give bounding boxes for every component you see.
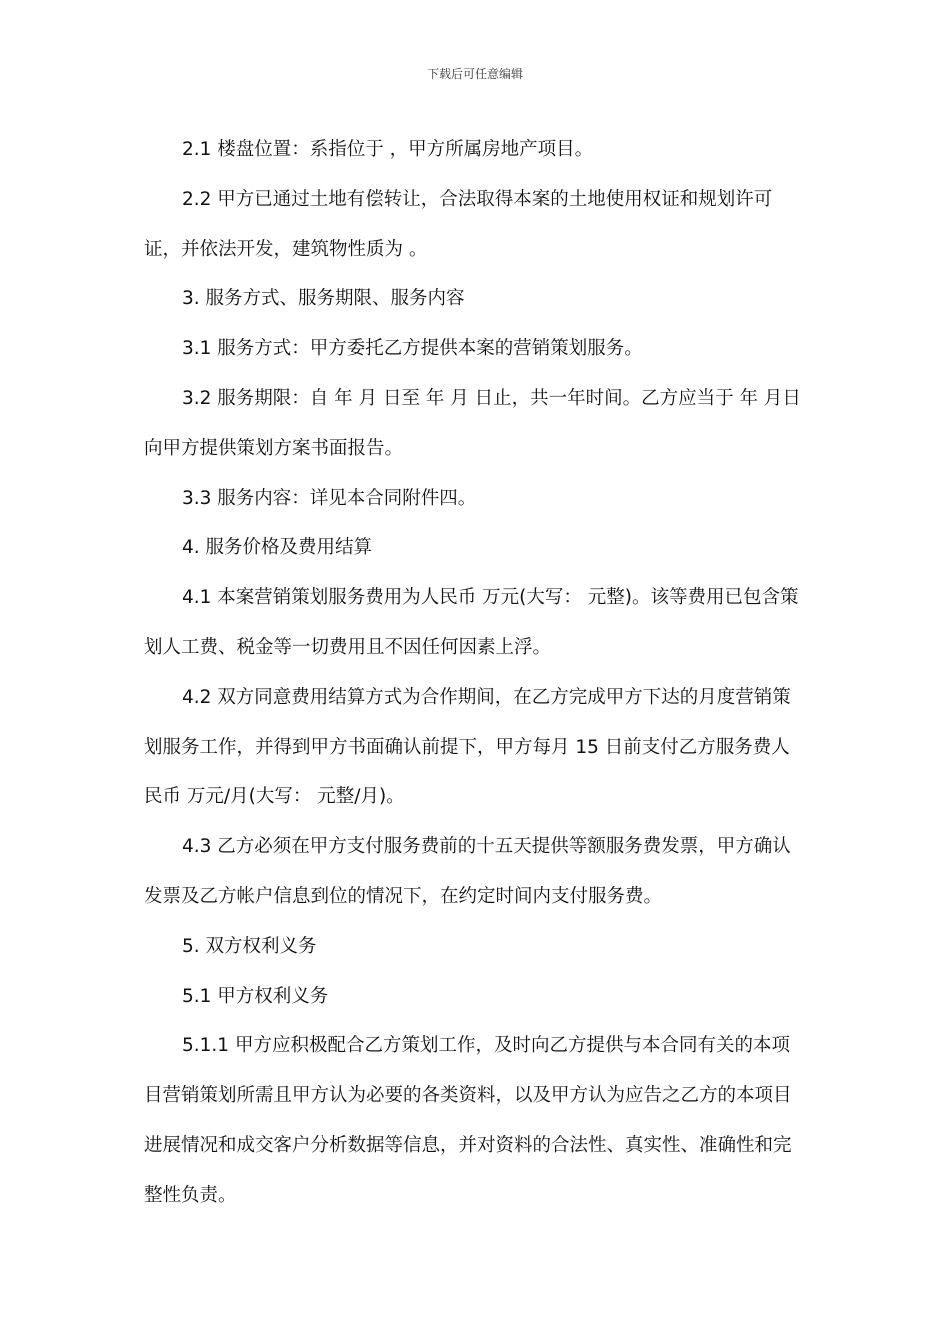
paragraph-3-3: 3.3 服务内容：详见本合同附件四。	[182, 487, 477, 509]
paragraph-4-1: 4.1 本案营销策划服务费用为人民币 万元(大写： 元整)。该等费用已包含策划人工费、税金等一切费用且不因任何因素上浮。	[144, 587, 799, 658]
header-note: 下载后可任意编辑	[426, 67, 523, 81]
section-heading-3: 3. 服务方式、服务期限、服务内容	[182, 288, 465, 310]
paragraph-3-1: 3.1 服务方式：甲方委托乙方提供本案的营销策划服务。	[182, 338, 643, 360]
section-heading-5: 5. 双方权利义务	[182, 935, 317, 957]
paragraph-2-2: 2.2 甲方已通过土地有偿转让，合法取得本案的土地使用权证和规划许可证，并依法开发，建筑物性质为 。	[144, 188, 773, 260]
paragraph-5-1: 5.1 甲方权利义务	[182, 985, 329, 1007]
document-body	[144, 125, 806, 1221]
paragraph-3-2: 3.2 服务期限：自 年 月 日至 年 月 日止，共一年时间。乙方应当于 年 月日向甲方提供策划方案书面报告。	[144, 387, 801, 459]
paragraph-2-1: 2.1 楼盘位置：系指位于 ，甲方所属房地产项目。	[182, 139, 594, 160]
paragraph-5-1-1: 5.1.1 甲方应积极配合乙方策划工作，及时向乙方提供与本合同有关的本项目营销策划所需且甲方认为必要的各类资料，以及甲方认为应告之乙方的本项目进展情况和成交客户分析数据等信息，并对资料的合法性、真实性、准确性和完整性负责。	[144, 1035, 792, 1206]
paragraph-4-3: 4.3 乙方必须在甲方支付服务费前的十五天提供等额服务费发票，甲方确认发票及乙方帐户信息到位的情况下，在约定时间内支付服务费。	[144, 836, 791, 907]
section-heading-4: 4. 服务价格及费用结算	[182, 537, 373, 559]
paragraph-4-2: 4.2 双方同意费用结算方式为合作期间，在乙方完成甲方下达的月度营销策划服务工作，并得到甲方书面确认前提下，甲方每月 15 日前支付乙方服务费人民币 万元/月(大写： 元整/月)。	[144, 686, 791, 808]
